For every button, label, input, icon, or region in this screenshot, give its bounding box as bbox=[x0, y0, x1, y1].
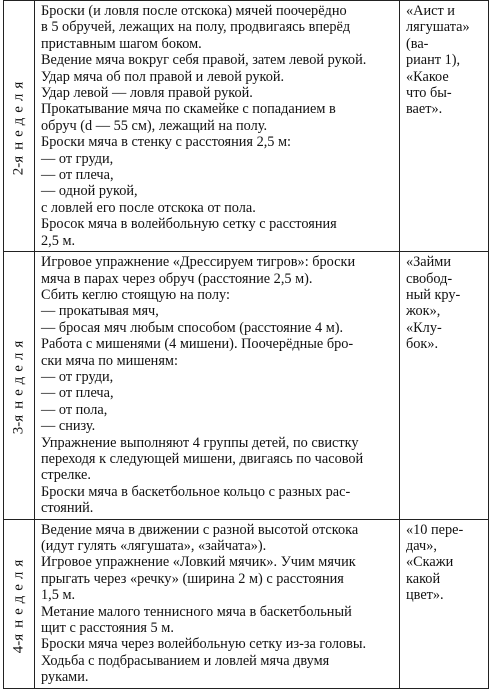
exercise-line: обруч (d — 55 см), лежащий на полу. bbox=[41, 117, 268, 134]
table-row-week-2 bbox=[4, 1, 489, 252]
exercise-line: Прокатывание мяча по скамейке с попаданием в bbox=[41, 101, 336, 118]
exercise-line: щит с расстояния 5 м. bbox=[41, 620, 174, 637]
game-line: лягушата» bbox=[406, 19, 470, 36]
week-cell bbox=[4, 519, 35, 688]
table-row-week-4 bbox=[4, 519, 489, 688]
game-line: «Какое bbox=[406, 68, 449, 85]
exercise-line: ски мяча по мишеням: bbox=[41, 352, 178, 369]
exercise-line: Удар левой — ловля правой рукой. bbox=[41, 85, 253, 102]
week-number: 3-я bbox=[10, 415, 27, 435]
exercise-line: 2,5 м. bbox=[41, 232, 76, 249]
games-cell bbox=[400, 519, 489, 688]
exercise-line: — от пола, bbox=[41, 401, 108, 418]
game-line: бок». bbox=[406, 336, 439, 353]
exercise-line: Работа с мишенями (4 мишени). Поочерёдные бро- bbox=[41, 336, 354, 353]
week-cell bbox=[4, 252, 35, 520]
week-label bbox=[11, 77, 28, 176]
exercise-line: Игровое упражнение «Ловкий мячик». Учим мячик bbox=[41, 554, 356, 571]
game-line: (ва- bbox=[406, 35, 429, 52]
exercise-line: — от груди, bbox=[41, 150, 114, 167]
exercise-line: прыгать через «речку» (ширина 2 м) с расстояния bbox=[41, 570, 344, 587]
game-line: что бы- bbox=[406, 85, 452, 102]
week-cell bbox=[4, 1, 35, 252]
games-cell bbox=[400, 1, 489, 252]
game-line: цвет». bbox=[406, 587, 444, 604]
exercise-line: Броски мяча в баскетбольное кольцо с разных рас- bbox=[41, 483, 351, 500]
exercise-line: переходя к следующей мишени, двигаясь по часовой bbox=[41, 450, 364, 467]
exercise-line: (идут гулять «лягушата», «зайчата»). bbox=[41, 538, 267, 554]
exercise-line: Броски мяча через волейбольную сетку из-за головы. bbox=[41, 636, 367, 653]
exercise-line: приставным шагом боком. bbox=[41, 35, 202, 52]
exercise-line: Бросок мяча в волейбольную сетку с расстояния bbox=[41, 216, 337, 233]
game-line: риант 1), bbox=[406, 52, 461, 69]
game-line: «Скажи bbox=[406, 554, 454, 571]
exercise-line: Игровое упражнение «Дрессируем тигров»: броски bbox=[41, 254, 356, 271]
exercise-line: 1,5 м. bbox=[41, 587, 76, 604]
exercise-line: — от плеча, bbox=[41, 167, 114, 184]
exercise-line: — снизу. bbox=[41, 418, 96, 435]
exercise-line: с ловлей его после отскока от пола. bbox=[41, 199, 256, 216]
exercise-line: Ведение мяча вокруг себя правой, затем левой рукой. bbox=[41, 52, 367, 69]
exercise-line: стрелке. bbox=[41, 467, 91, 484]
week-label bbox=[11, 554, 28, 653]
exercises-cell bbox=[35, 1, 400, 252]
game-line: «Аист и bbox=[406, 3, 455, 19]
game-line: ный кру- bbox=[406, 286, 461, 303]
exercise-line: руками. bbox=[41, 669, 89, 686]
game-line: жок», bbox=[406, 303, 441, 320]
week-label bbox=[11, 336, 28, 435]
game-line: «10 пере- bbox=[406, 521, 464, 538]
exercise-line: — одной рукой, bbox=[41, 183, 138, 200]
game-line: дач», bbox=[406, 538, 437, 554]
week-number: 2-я bbox=[10, 155, 27, 176]
exercise-line: Ведение мяча в движении с разной высотой отскока bbox=[41, 521, 359, 538]
exercise-line: — от плеча, bbox=[41, 385, 114, 402]
game-line: какой bbox=[406, 570, 441, 587]
week-word: неделя bbox=[10, 554, 27, 628]
exercise-line: Удар мяча об пол правой и левой рукой. bbox=[41, 68, 285, 85]
exercise-line: — бросая мяч любым способом (расстояние 4 м). bbox=[41, 319, 344, 336]
exercises-cell bbox=[35, 519, 400, 688]
exercise-line: мяча в парах через обруч (расстояние 2,5 м). bbox=[41, 270, 313, 287]
exercise-line: Броски (и ловля после отскока) мячей поочерёдно bbox=[41, 3, 347, 19]
exercise-line: Упражнение выполняют 4 группы детей, по свистку bbox=[41, 434, 359, 451]
games-cell bbox=[400, 252, 489, 520]
game-line: «Займи bbox=[406, 254, 452, 271]
exercises-cell bbox=[35, 252, 400, 520]
week-number: 4-я bbox=[10, 633, 27, 653]
week-word: неделя bbox=[10, 336, 27, 410]
exercise-line: Броски мяча в стенку с расстояния 2,5 м: bbox=[41, 134, 292, 151]
exercise-line: — прокатывая мяч, bbox=[41, 303, 159, 320]
exercise-line: Ходьба с подбрасыванием и ловлей мяча двумя bbox=[41, 652, 330, 669]
game-line: вает». bbox=[406, 101, 443, 118]
exercise-line: Метание малого теннисного мяча в баскетбольный bbox=[41, 603, 352, 620]
exercise-line: стояний. bbox=[41, 500, 94, 517]
exercise-line: Сбить кеглю стоящую на полу: bbox=[41, 286, 230, 303]
game-line: «Клу- bbox=[406, 319, 442, 336]
activity-table bbox=[3, 0, 489, 689]
table-row-week-3 bbox=[4, 252, 489, 520]
week-word: неделя bbox=[10, 76, 27, 150]
exercise-line: в 5 обручей, лежащих на полу, продвигаясь вперёд bbox=[41, 19, 351, 36]
game-line: свобод- bbox=[406, 270, 453, 287]
exercise-line: — от груди, bbox=[41, 368, 114, 385]
